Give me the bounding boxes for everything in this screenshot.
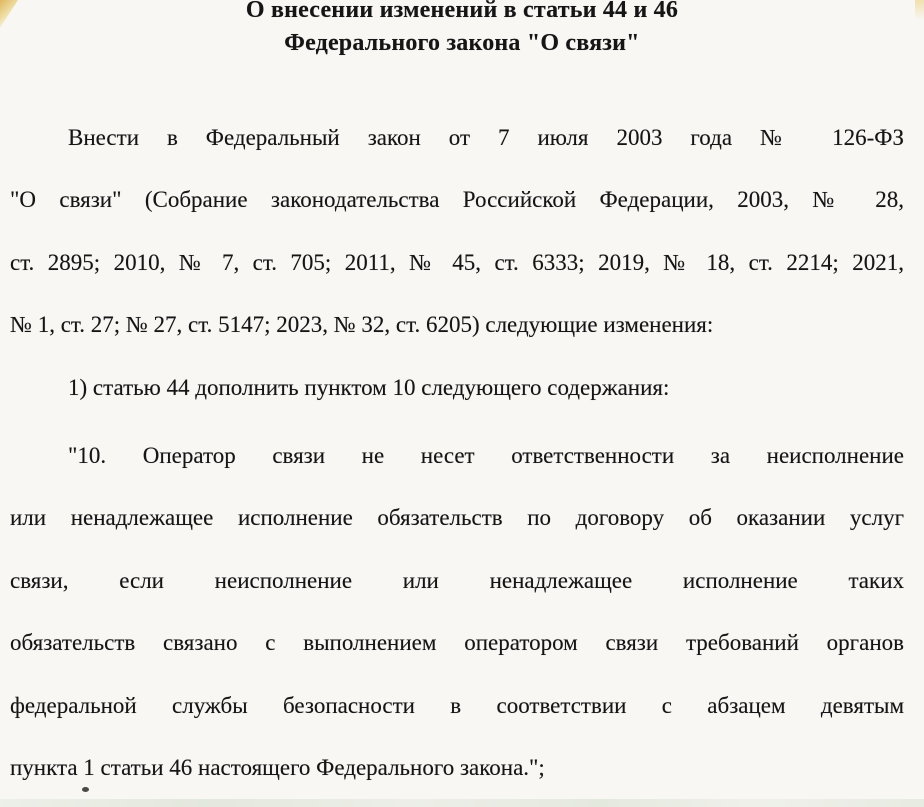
document-body xyxy=(10,107,904,799)
paragraph-preamble xyxy=(10,107,904,357)
paragraph-item-1 xyxy=(10,357,904,419)
scan-edge-strip xyxy=(0,799,924,807)
text-line: 1) статью 44 дополнить пунктом 10 следующего содержания: xyxy=(68,374,670,400)
paragraph-clause-10 xyxy=(10,425,904,799)
text-line: ст. 2895; 2010, № 7, ст. 705; 2011, № 45, ст. 6333; 2019, № 18, ст. 2214; 2021, xyxy=(10,249,904,275)
text-line: или ненадлежащее исполнение обязательств по договору об оказании услуг xyxy=(10,505,904,531)
text-line: обязательств связано с выполнением оператором связи требований органов xyxy=(10,630,904,656)
text-line: федеральной службы безопасности в соответствии с абзацем девятым xyxy=(10,692,904,718)
text-line: Внести в Федеральный закон от 7 июля 2003 года № 126-ФЗ xyxy=(68,125,904,150)
text-line: "10. Оператор связи не несет ответственности за неисполнение xyxy=(68,442,904,468)
ink-speck-icon xyxy=(82,787,89,792)
text-line: "О связи" (Собрание законодательства Российской Федерации, 2003, № 28, xyxy=(10,187,904,213)
document-title xyxy=(0,0,924,60)
document-title-line-1: О внесении изменений в статьи 44 и 46 xyxy=(245,0,679,23)
scan-corner-smudge-icon xyxy=(915,0,924,24)
text-line: № 1, ст. 27; № 27, ст. 5147; 2023, № 32, ст. 6205) следующие изменения: xyxy=(10,312,714,338)
text-line: пункта 1 статьи 46 настоящего Федерального закона."; xyxy=(10,754,545,780)
document-title-line-2: Федерального закона "О связи" xyxy=(284,30,640,56)
text-line: связи, если неисполнение или ненадлежащее исполнение таких xyxy=(10,567,904,593)
